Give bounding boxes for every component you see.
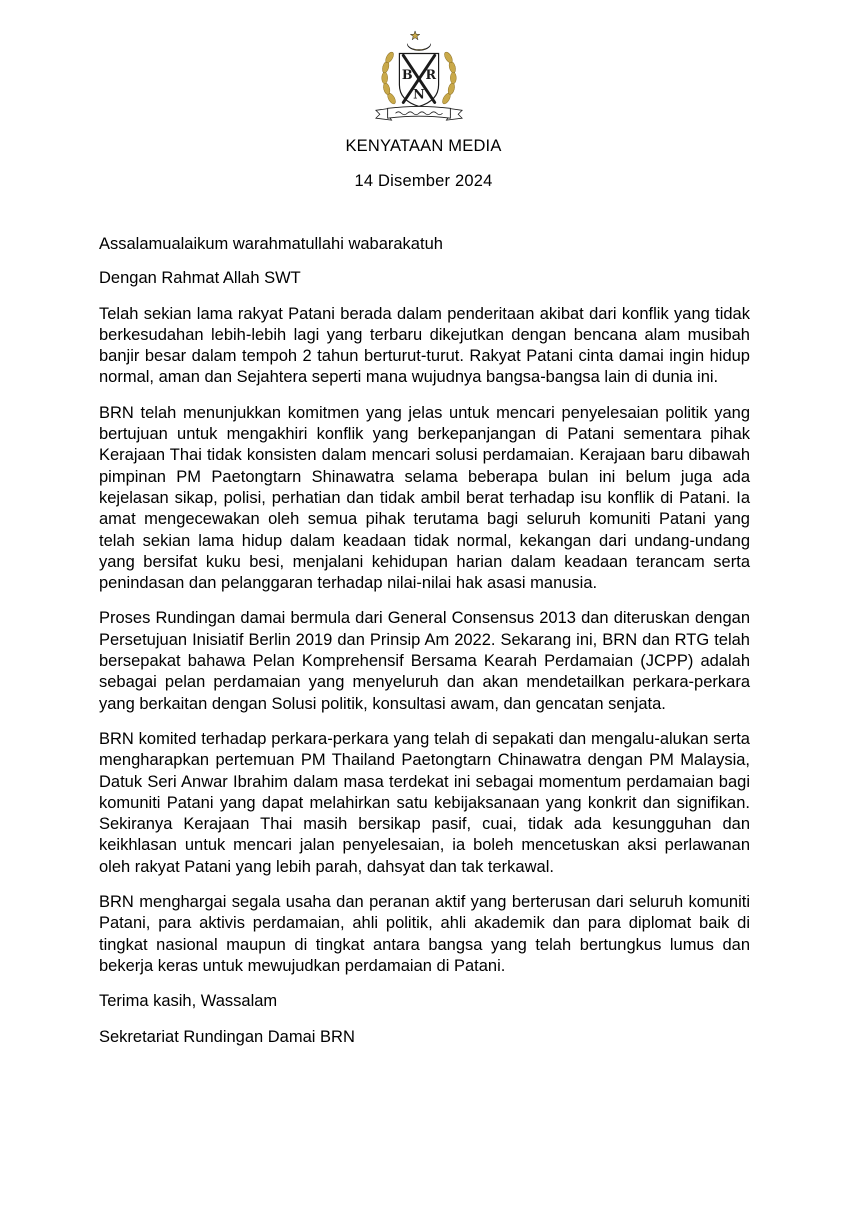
paragraph: Telah sekian lama rakyat Patani berada dalam penderitaan akibat dari konflik yang tidak berkesudahan lebih-lebih lagi yang terbaru dikejutkan dengan bencana alam musibah banjir besar dalam tempoh 2 tahun berturut-turut. Rakyat Patani cinta damai ingin hidup normal, aman dan Sejahtera seperti mana wujudnya bangsa-bangsa lain di dunia ini.	[99, 304, 750, 387]
paragraph: BRN menghargai segala usaha dan peranan aktif yang berterusan dari seluruh komuniti Patani, para aktivis perdamaian, ahli politik, ahli akademik dan para diplomat baik di tingkat nasional maupun di tingkat antara bangsa yang telah bertungkus lumus dan bekerja keras untuk mewujudkan perdamaian di Patani.	[99, 893, 750, 975]
greeting-line: Assalamualaikum warahmatullahi wabarakatuh	[99, 235, 443, 253]
wreath-right-icon	[441, 51, 457, 105]
crescent-star-icon	[407, 31, 431, 51]
ribbon-banner-icon	[376, 106, 462, 120]
paragraph: BRN telah menunjukkan komitmen yang jelas untuk mencari penyelesaian politik yang bertujuan untuk mengakhiri konflik yang berkepanjangan di Patani sementara pihak Kerajaan Thai tidak konsisten dalam mencari solusi perdamaian. Kerajaan baru dibawah pimpinan PM Paetongtarn Shinawatra selama beberapa bulan ini belum juga ada kejelasan sikap, polisi, perhatian dan tidak ambil berat terhadap isu konflik di Patani. Ia amat mengecewakan oleh semua pihak terutama bagi seluruh komuniti Patani yang telah sekian lama hidup dalam keadaan tidak normal, kekangan dari undang-undang yang bersifat kuku besi, menjalani kehidupan harian dalam keadaan terancam serta penindasan dan pelanggaran terhadap nilai-nilai hak asasi manusia.	[99, 403, 750, 593]
page-title: KENYATAAN MEDIA	[345, 137, 502, 155]
document-body	[99, 234, 750, 1062]
wreath-left-icon	[381, 51, 397, 105]
signature-line: Sekretariat Rundingan Damai BRN	[99, 1027, 355, 1046]
paragraph: Proses Rundingan damai bermula dari General Consensus 2013 dan diteruskan dengan Persetujuan Inisiatif Berlin 2019 dan Prinsip Am 2022. Sekarang ini, BRN dan RTG telah bersepakat bahawa Pelan Komprehensif Bersama Kearah Perdamaian (JCPP) adalah sebagai pelan perdamaian yang menyeluruh dan akan mendetailkan perkara-perkara yang berkaitan dengan Solusi politik, konsultasi awam, dan gencatan senjata.	[99, 609, 750, 713]
logo-letter-b: B	[401, 67, 413, 83]
logo-letter-n: N	[413, 87, 425, 103]
document-date: 14 Disember 2024	[354, 172, 493, 190]
paragraph: BRN komited terhadap perkara-perkara yang telah di sepakati dan mengalu-alukan serta mengharapkan pertemuan PM Thailand Paetongtarn Chinawatra dengan PM Malaysia, Datuk Seri Anwar Ibrahim dalam masa terdekat ini sebagai momentum perdamaian bagi komuniti Patani yang dapat melahirkan satu kebijaksanaan yang konkrit dan signifikan. Sekiranya Kerajaan Thai masih bersikap pasif, cuai, tidak ada kesungguhan dan keikhlasan untuk mencari jalan penyelesaian, ia boleh mencetuskan aksi perlawanan oleh rakyat Patani yang lebih parah, dahsyat dan tak terkawal.	[99, 729, 750, 876]
closing-line: Terima kasih, Wassalam	[99, 992, 278, 1011]
brn-emblem-icon	[370, 28, 468, 126]
opening-line: Dengan Rahmat Allah SWT	[99, 269, 301, 288]
logo-letter-r: R	[425, 67, 437, 83]
